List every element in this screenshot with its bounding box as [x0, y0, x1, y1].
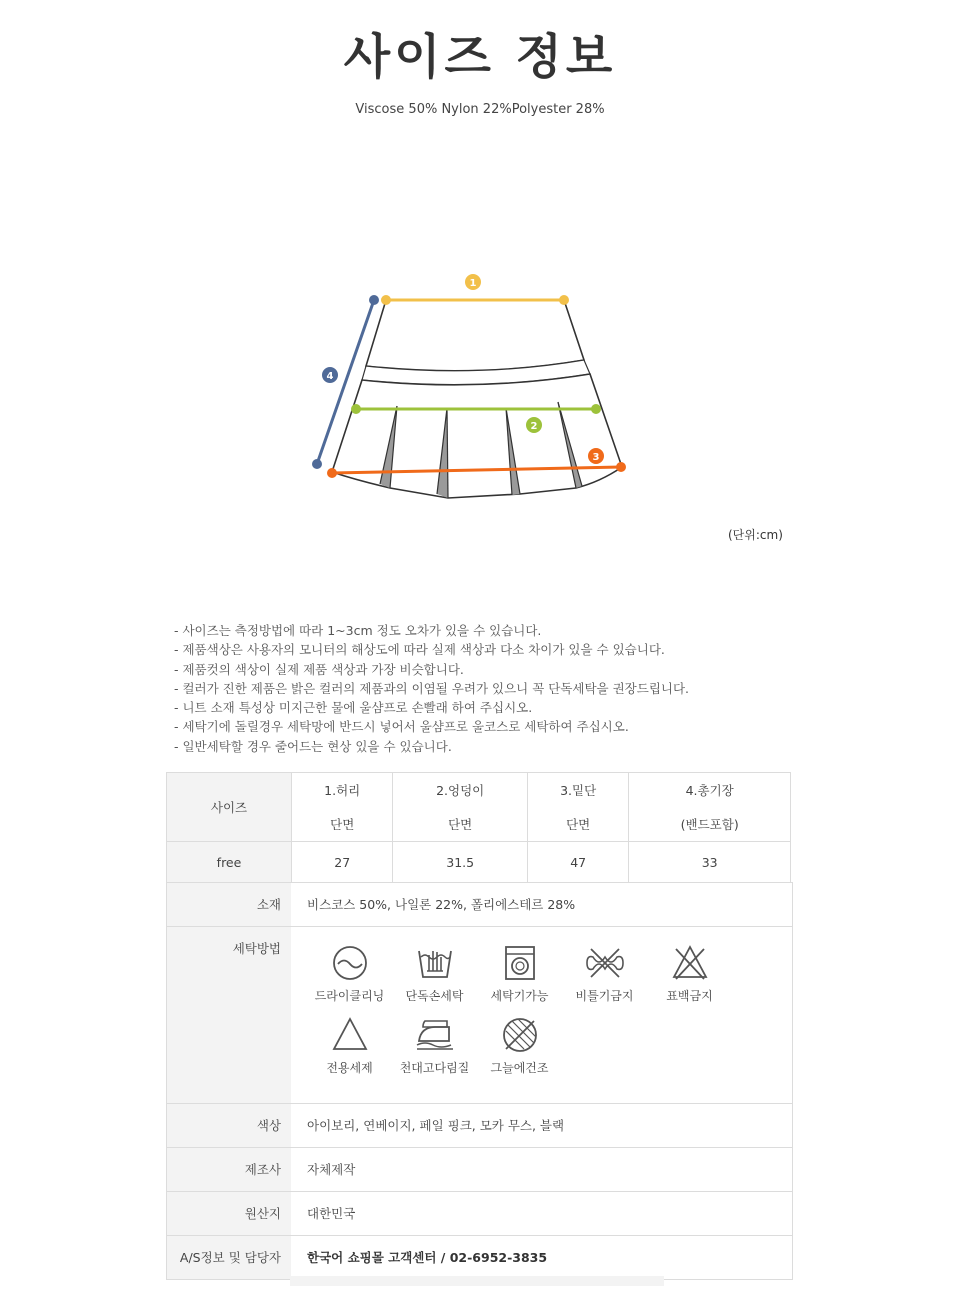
wash-item [647, 943, 732, 1015]
note-item: - 컬러가 진한 제품은 밝은 컬러의 제품과의 이염될 우려가 있으니 꼭 단독세탁을 권장드립니다. [174, 680, 690, 696]
wash-item-label: 천대고다림질 [399, 1061, 470, 1075]
material-summary: Viscose 50% Nylon 22%Polyester 28% [355, 102, 605, 117]
no-bleach-icon [670, 943, 710, 983]
color-row [167, 1103, 792, 1147]
product-info-table [166, 882, 793, 1280]
note-item: - 니트 소재 특성상 미지근한 물에 울샴프로 손빨래 하여 주십시오. [174, 700, 533, 716]
wash-item [477, 943, 562, 1015]
iron-cloth-icon [413, 1015, 457, 1055]
wash-item-label: 그늘에건조 [490, 1061, 549, 1075]
column-subheader: (밴드포함) [629, 807, 791, 842]
origin-value: 대한민국 [307, 1206, 356, 1221]
note-item: - 제품색상은 사용자의 모니터의 해상도에 따라 실제 색상과 다소 차이가 있을 수 있습니다. [174, 642, 665, 658]
maker-label: 제조사 [167, 1148, 291, 1191]
note-item: - 세탁기에 돌릴경우 세탁망에 반드시 넣어서 울샴프로 울코스로 세탁하여 주십시오. [174, 719, 629, 735]
marker-2-label: 2 [530, 421, 538, 432]
wash-item-label: 단독손세탁 [405, 989, 464, 1003]
wash-item-label: 전용세제 [326, 1061, 373, 1075]
material-value: 비스코스 50%, 나일론 22%, 폴리에스테르 28% [307, 897, 576, 912]
wash-item-label: 드라이클리닝 [314, 989, 385, 1003]
column-header: 1.허리 [292, 773, 393, 808]
color-value: 아이보리, 연베이지, 페일 핑크, 모카 무스, 블랙 [307, 1118, 565, 1133]
wash-item [392, 943, 477, 1015]
table-header-row [167, 773, 791, 808]
column-subheader: 단면 [393, 807, 527, 842]
wash-icons [291, 927, 792, 1103]
wash-item-label: 비틀기금지 [575, 989, 634, 1003]
column-header: 2.엉덩이 [393, 773, 527, 808]
wash-item-label: 표백금지 [666, 989, 713, 1003]
no-wring-icon [583, 943, 627, 983]
care-notes [174, 621, 689, 756]
unit-label: (단위:cm) [728, 528, 783, 542]
color-label: 색상 [167, 1104, 291, 1147]
column-header: 4.총기장 [629, 773, 791, 808]
table-cell: 31.5 [393, 842, 527, 883]
machine-wash-icon [500, 943, 540, 983]
note-item: - 사이즈는 측정방법에 따라 1~3cm 정도 오차가 있을 수 있습니다. [174, 623, 542, 638]
table-bottom-shade [290, 1276, 664, 1286]
special-detergent-icon [330, 1015, 370, 1055]
wash-item [307, 1015, 392, 1087]
column-subheader: 단면 [292, 807, 393, 842]
as-row [167, 1235, 792, 1279]
size-table [166, 772, 791, 883]
table-cell: 27 [292, 842, 393, 883]
marker-4-label: 4 [326, 371, 334, 382]
marker-1-label: 1 [469, 278, 477, 289]
material-row [167, 882, 792, 926]
origin-label: 원산지 [167, 1192, 291, 1235]
skirt-measurement-diagram [300, 262, 640, 512]
note-item: - 제품컷의 색상이 실제 제품 색상과 가장 비슷합니다. [174, 661, 464, 677]
hand-wash-icon [415, 943, 455, 983]
note-item: - 일반세탁할 경우 줄어드는 현상 있을 수 있습니다. [174, 738, 452, 754]
wash-item-label: 세탁기가능 [490, 989, 549, 1003]
wash-item [562, 943, 647, 1015]
table-row [167, 842, 791, 883]
wash-item [392, 1015, 477, 1087]
wash-row [167, 926, 792, 1103]
table-cell: 33 [629, 842, 791, 883]
as-value: 한국어 쇼핑몰 고객센터 / 02-6952-3835 [307, 1250, 548, 1265]
wash-item [477, 1015, 562, 1087]
shade-dry-icon [500, 1015, 540, 1055]
marker-3-label: 3 [592, 452, 600, 463]
column-subheader: 단면 [527, 807, 628, 842]
size-name-cell: free [167, 842, 292, 883]
dry-cleaning-icon [330, 943, 370, 983]
table-cell: 47 [527, 842, 628, 883]
origin-row [167, 1191, 792, 1235]
as-label: A/S정보 및 담당자 [167, 1236, 291, 1279]
size-header-cell: 사이즈 [167, 773, 292, 842]
maker-row [167, 1147, 792, 1191]
maker-value: 자체제작 [307, 1162, 356, 1177]
page-title: 사이즈 정보 [343, 29, 617, 85]
material-label: 소재 [167, 883, 291, 926]
wash-label: 세탁방법 [167, 927, 291, 1103]
column-header: 3.밑단 [527, 773, 628, 808]
wash-item [307, 943, 392, 1015]
